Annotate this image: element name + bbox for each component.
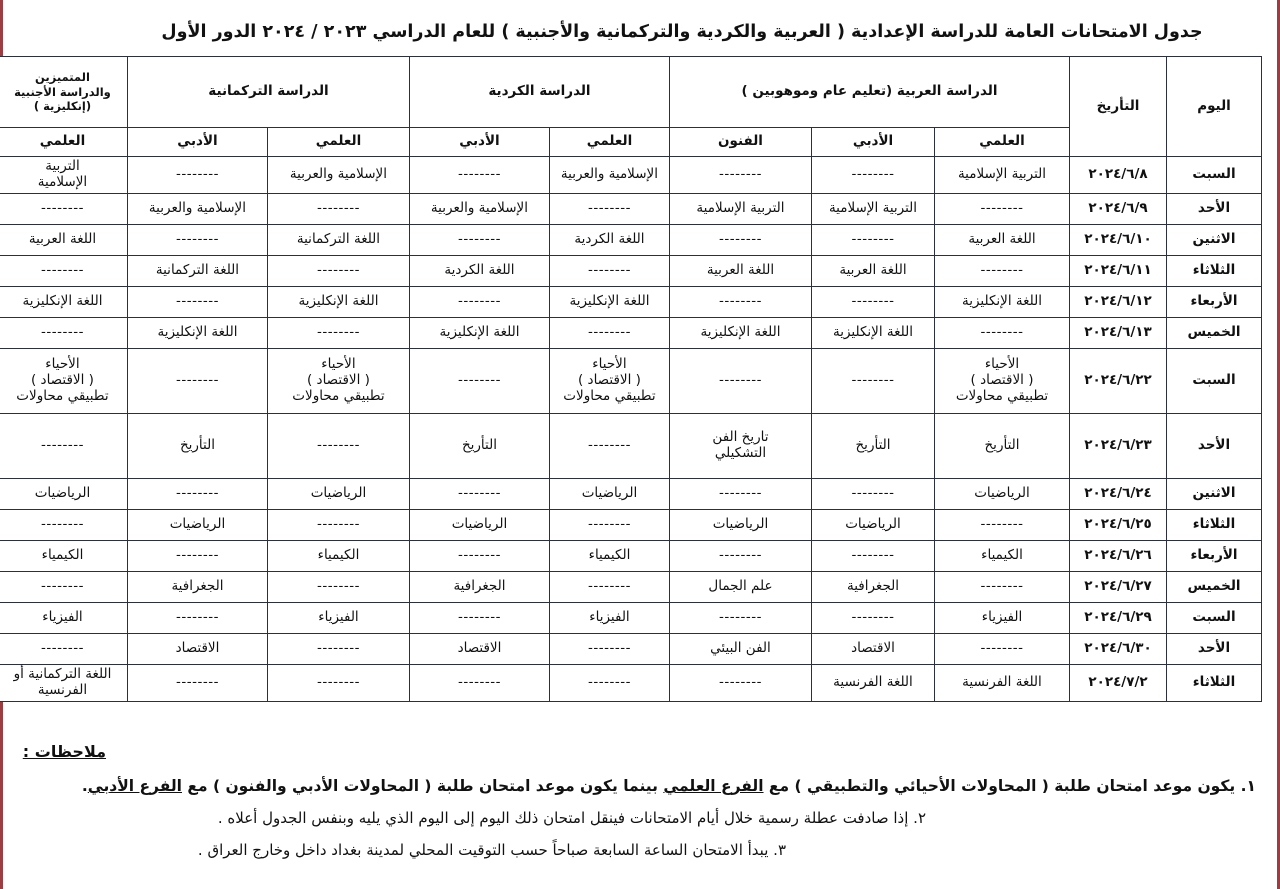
cell-turkmen-scientific: الإسلامية والعربية — [267, 157, 409, 194]
cell-turkmen-scientific: الكيمياء — [267, 540, 409, 571]
cell-kurdish-literary: التأريخ — [409, 413, 549, 478]
cell-arabic-scientific: الرياضيات — [935, 478, 1070, 509]
note-1-suffix: . — [81, 777, 88, 795]
cell-arabic-scientific-line-1: الأحياء — [984, 355, 1020, 372]
cell-kurdish-literary: الرياضيات — [409, 509, 549, 540]
day-name: الخميس — [1167, 317, 1262, 348]
cell-kurdish-scientific: اللغة الكردية — [549, 224, 669, 255]
note-1-middle: بينما يكون موعد امتحان طلبة ( المحاولات الأدبي والفنون ) مع — [182, 777, 664, 795]
cell-distinguished-scientific-line-2: الفرنسية — [37, 681, 88, 698]
cell-turkmen-literary: -------- — [127, 286, 267, 317]
note-2-number: ٢. — [913, 809, 926, 827]
header-turkmen-literary: الأدبي — [127, 128, 267, 157]
cell-kurdish-scientific: -------- — [549, 509, 669, 540]
cell-arabic-literary: الرياضيات — [812, 509, 935, 540]
exam-date: ٢٠٢٤/٦/١٣ — [1070, 317, 1167, 348]
cell-arabic-literary: التأريخ — [812, 413, 935, 478]
table-row — [0, 540, 1262, 571]
day-name: الأحد — [1167, 633, 1262, 664]
cell-turkmen-literary: اللغة الإنكليزية — [127, 317, 267, 348]
cell-arabic-literary: التربية الإسلامية — [812, 193, 935, 224]
cell-arabic-arts: التربية الإسلامية — [669, 193, 811, 224]
day-name: الخميس — [1167, 571, 1262, 602]
cell-arabic-scientific: -------- — [935, 571, 1070, 602]
cell-arabic-literary: -------- — [812, 602, 935, 633]
cell-distinguished-scientific-line-1: التربية — [45, 158, 80, 174]
cell-distinguished-scientific: -------- — [0, 509, 127, 540]
cell-arabic-literary: اللغة الفرنسية — [812, 664, 935, 701]
cell-arabic-arts: علم الجمال — [669, 571, 811, 602]
cell-kurdish-scientific: -------- — [549, 664, 669, 701]
cell-arabic-arts: -------- — [669, 664, 811, 701]
cell-arabic-arts: -------- — [669, 286, 811, 317]
cell-arabic-scientific: -------- — [935, 193, 1070, 224]
cell-kurdish-literary: -------- — [409, 286, 549, 317]
header-date: التأريخ — [1070, 57, 1167, 157]
table-row — [0, 157, 1262, 194]
table-row — [0, 413, 1262, 478]
table-row — [0, 317, 1262, 348]
cell-distinguished-scientific — [0, 157, 127, 194]
exam-date: ٢٠٢٤/٦/٢٣ — [1070, 413, 1167, 478]
table-body — [0, 157, 1262, 702]
cell-kurdish-literary: -------- — [409, 224, 549, 255]
cell-turkmen-literary: اللغة التركمانية — [127, 255, 267, 286]
day-name: الأربعاء — [1167, 540, 1262, 571]
table-row — [0, 571, 1262, 602]
day-name: الاثنين — [1167, 478, 1262, 509]
exam-schedule-table — [0, 56, 1262, 702]
cell-turkmen-scientific: -------- — [267, 413, 409, 478]
note-3-text: يبدأ الامتحان الساعة السابعة صباحاً حسب التوقيت المحلي لمدينة بغداد داخل وخارج العراق . — [197, 841, 769, 859]
cell-arabic-scientific-line-2: ( الاقتصاد ) — [970, 371, 1034, 388]
note-1-underline-2: الفرع الأدبي — [87, 777, 182, 795]
notes-title: ملاحظات : — [22, 742, 106, 761]
cell-turkmen-literary: -------- — [127, 224, 267, 255]
cell-distinguished-scientific-line-2: الإسلامية — [37, 173, 88, 190]
cell-distinguished-scientific: الكيمياء — [0, 540, 127, 571]
note-1-underline-1: الفرع العلمي — [663, 777, 764, 795]
cell-distinguished-scientific — [0, 348, 127, 413]
header-group-distinguished-line-3: (إنكليزية ) — [33, 99, 92, 114]
day-name: الاثنين — [1167, 224, 1262, 255]
exam-date: ٢٠٢٤/٦/١١ — [1070, 255, 1167, 286]
cell-arabic-scientific: التربية الإسلامية — [935, 157, 1070, 194]
cell-distinguished-scientific: -------- — [0, 317, 127, 348]
cell-distinguished-scientific: -------- — [0, 255, 127, 286]
cell-distinguished-scientific-line-1: الأحياء — [45, 355, 80, 372]
cell-kurdish-literary: -------- — [409, 664, 549, 701]
cell-distinguished-scientific: اللغة العربية — [0, 224, 127, 255]
header-arabic-arts: الفنون — [669, 128, 811, 157]
note-3-number: ٣. — [773, 841, 786, 859]
table-row — [0, 664, 1262, 701]
cell-kurdish-scientific: -------- — [549, 193, 669, 224]
cell-kurdish-scientific-line-1: الأحياء — [592, 355, 627, 372]
cell-turkmen-literary: -------- — [127, 664, 267, 701]
cell-arabic-scientific: التأريخ — [935, 413, 1070, 478]
cell-kurdish-scientific-line-3: تطبيقي محاولات — [563, 387, 656, 404]
exam-date: ٢٠٢٤/٦/٢٥ — [1070, 509, 1167, 540]
cell-arabic-arts: -------- — [669, 602, 811, 633]
cell-distinguished-scientific — [0, 664, 127, 701]
cell-turkmen-scientific: -------- — [267, 571, 409, 602]
cell-turkmen-literary: الاقتصاد — [127, 633, 267, 664]
day-name: السبت — [1167, 157, 1262, 194]
table-head — [0, 57, 1262, 157]
cell-turkmen-literary: -------- — [127, 540, 267, 571]
header-arabic-literary: الأدبي — [812, 128, 935, 157]
cell-turkmen-scientific-line-1: الأحياء — [321, 355, 356, 372]
note-1-number: ١. — [1240, 777, 1256, 795]
cell-turkmen-scientific: -------- — [267, 664, 409, 701]
cell-kurdish-literary: الاقتصاد — [409, 633, 549, 664]
cell-kurdish-literary: -------- — [409, 540, 549, 571]
cell-kurdish-literary: -------- — [409, 348, 549, 413]
cell-kurdish-scientific: -------- — [549, 633, 669, 664]
exam-date: ٢٠٢٤/٧/٢ — [1070, 664, 1167, 701]
cell-kurdish-literary: -------- — [409, 157, 549, 194]
header-group-distinguished-line-2: والدراسة الأجنبية — [14, 84, 111, 99]
cell-arabic-scientific: -------- — [935, 509, 1070, 540]
cell-kurdish-literary: الجغرافية — [409, 571, 549, 602]
cell-turkmen-scientific-line-2: ( الاقتصاد ) — [307, 371, 370, 388]
cell-kurdish-literary: -------- — [409, 602, 549, 633]
exam-date: ٢٠٢٤/٦/٢٩ — [1070, 602, 1167, 633]
cell-kurdish-scientific: الرياضيات — [549, 478, 669, 509]
cell-arabic-arts — [669, 413, 811, 478]
cell-kurdish-literary: اللغة الكردية — [409, 255, 549, 286]
cell-kurdish-scientific — [549, 348, 669, 413]
header-group-arabic: الدراسة العربية (تعليم عام وموهوبين ) — [669, 57, 1069, 128]
cell-distinguished-scientific: الفيزياء — [0, 602, 127, 633]
cell-turkmen-scientific-line-3: تطبيقي محاولات — [292, 387, 385, 404]
cell-turkmen-scientific: -------- — [267, 193, 409, 224]
cell-arabic-literary: -------- — [812, 540, 935, 571]
exam-date: ٢٠٢٤/٦/٢٤ — [1070, 478, 1167, 509]
cell-distinguished-scientific: الرياضيات — [0, 478, 127, 509]
cell-arabic-arts: -------- — [669, 478, 811, 509]
cell-turkmen-scientific — [267, 348, 409, 413]
cell-kurdish-scientific: -------- — [549, 317, 669, 348]
header-group-distinguished-line-1: المتميزين — [35, 70, 90, 85]
table-row — [0, 509, 1262, 540]
day-name: السبت — [1167, 602, 1262, 633]
cell-turkmen-scientific: -------- — [267, 255, 409, 286]
cell-arabic-scientific-line-3: تطبيقي محاولات — [955, 387, 1049, 404]
cell-arabic-arts: الفن البيئي — [669, 633, 811, 664]
table-row — [0, 633, 1262, 664]
header-group-turkmen: الدراسة التركمانية — [127, 57, 409, 128]
exam-date: ٢٠٢٤/٦/٢٦ — [1070, 540, 1167, 571]
cell-turkmen-literary: الجغرافية — [127, 571, 267, 602]
cell-kurdish-scientific: الكيمياء — [549, 540, 669, 571]
cell-distinguished-scientific: اللغة الإنكليزية — [0, 286, 127, 317]
cell-turkmen-literary: الرياضيات — [127, 509, 267, 540]
page-title: جدول الامتحانات العامة للدراسة الإعدادية ( العربية والكردية والتركمانية والأجنبية ) للعام الدراسي ٢٠٢٣ / ٢٠٢٤ الدور الأول — [161, 22, 1203, 42]
cell-turkmen-literary: -------- — [127, 157, 267, 194]
cell-turkmen-scientific: الرياضيات — [267, 478, 409, 509]
table-row — [0, 348, 1262, 413]
table-row — [0, 602, 1262, 633]
cell-kurdish-scientific-line-2: ( الاقتصاد ) — [578, 371, 641, 388]
cell-arabic-scientific: -------- — [935, 317, 1070, 348]
day-name: الثلاثاء — [1167, 255, 1262, 286]
cell-kurdish-scientific: -------- — [549, 571, 669, 602]
cell-arabic-literary: الاقتصاد — [812, 633, 935, 664]
day-name: الأحد — [1167, 413, 1262, 478]
cell-turkmen-scientific: اللغة التركمانية — [267, 224, 409, 255]
cell-arabic-arts-line-1: تاريخ الفن — [712, 428, 769, 445]
cell-arabic-arts: -------- — [669, 540, 811, 571]
header-arabic-scientific: العلمي — [935, 128, 1070, 157]
cell-arabic-literary: اللغة العربية — [812, 255, 935, 286]
cell-distinguished-scientific: -------- — [0, 633, 127, 664]
cell-turkmen-literary: -------- — [127, 602, 267, 633]
day-name: الأحد — [1167, 193, 1262, 224]
exam-date: ٢٠٢٤/٦/٢٧ — [1070, 571, 1167, 602]
table-row — [0, 255, 1262, 286]
cell-kurdish-scientific: الإسلامية والعربية — [549, 157, 669, 194]
header-kurdish-literary: الأدبي — [409, 128, 549, 157]
cell-arabic-scientific: -------- — [935, 633, 1070, 664]
cell-arabic-scientific: اللغة الفرنسية — [935, 664, 1070, 701]
note-item-2 — [24, 809, 1256, 827]
cell-arabic-literary: -------- — [812, 348, 935, 413]
day-name: السبت — [1167, 348, 1262, 413]
cell-kurdish-scientific: -------- — [549, 255, 669, 286]
cell-arabic-scientific: اللغة الإنكليزية — [935, 286, 1070, 317]
cell-arabic-arts: -------- — [669, 224, 811, 255]
cell-distinguished-scientific-line-1: اللغة التركمانية أو — [13, 665, 112, 682]
cell-kurdish-literary: -------- — [409, 478, 549, 509]
cell-arabic-arts: -------- — [669, 348, 811, 413]
header-kurdish-scientific: العلمي — [549, 128, 669, 157]
table-row — [0, 286, 1262, 317]
cell-arabic-scientific: الكيمياء — [935, 540, 1070, 571]
cell-arabic-scientific: اللغة العربية — [935, 224, 1070, 255]
cell-kurdish-scientific: اللغة الإنكليزية — [549, 286, 669, 317]
note-item-1 — [24, 777, 1256, 795]
header-turkmen-scientific: العلمي — [267, 128, 409, 157]
cell-distinguished-scientific-line-3: تطبيقي محاولات — [16, 387, 109, 404]
cell-turkmen-scientific: -------- — [267, 317, 409, 348]
exam-date: ٢٠٢٤/٦/٢٢ — [1070, 348, 1167, 413]
cell-kurdish-literary: الإسلامية والعربية — [409, 193, 549, 224]
cell-arabic-literary: -------- — [812, 157, 935, 194]
cell-arabic-arts-line-2: التشكيلي — [714, 444, 767, 461]
cell-arabic-literary: -------- — [812, 478, 935, 509]
cell-turkmen-literary: -------- — [127, 478, 267, 509]
header-group-kurdish: الدراسة الكردية — [409, 57, 669, 128]
table-row — [0, 224, 1262, 255]
cell-kurdish-literary: اللغة الإنكليزية — [409, 317, 549, 348]
cell-turkmen-literary: الإسلامية والعربية — [127, 193, 267, 224]
cell-arabic-arts: -------- — [669, 157, 811, 194]
note-item-3 — [24, 841, 1256, 859]
cell-turkmen-scientific: -------- — [267, 509, 409, 540]
cell-distinguished-scientific-line-2: ( الاقتصاد ) — [31, 371, 94, 388]
cell-arabic-scientific: الفيزياء — [935, 602, 1070, 633]
cell-arabic-literary: الجغرافية — [812, 571, 935, 602]
day-name: الأربعاء — [1167, 286, 1262, 317]
cell-arabic-arts: اللغة العربية — [669, 255, 811, 286]
table-group-header-row — [0, 57, 1262, 128]
cell-arabic-arts: اللغة الإنكليزية — [669, 317, 811, 348]
header-group-distinguished-foreign — [0, 57, 127, 128]
header-distinguished-scientific: العلمي — [0, 128, 127, 157]
cell-arabic-scientific: -------- — [935, 255, 1070, 286]
day-name: الثلاثاء — [1167, 509, 1262, 540]
cell-kurdish-scientific: -------- — [549, 413, 669, 478]
day-name: الثلاثاء — [1167, 664, 1262, 701]
note-2-text: إذا صادفت عطلة رسمية خلال أيام الامتحانات فينقل امتحان ذلك اليوم إلى اليوم الذي يليه وبنفس الجدول أعلاه . — [217, 809, 909, 827]
cell-turkmen-scientific: -------- — [267, 633, 409, 664]
cell-turkmen-literary: التأريخ — [127, 413, 267, 478]
cell-arabic-arts: الرياضيات — [669, 509, 811, 540]
exam-date: ٢٠٢٤/٦/٨ — [1070, 157, 1167, 194]
table-row — [0, 193, 1262, 224]
exam-date: ٢٠٢٤/٦/٩ — [1070, 193, 1167, 224]
cell-turkmen-literary: -------- — [127, 348, 267, 413]
notes-section — [24, 742, 1256, 873]
cell-arabic-literary: -------- — [812, 224, 935, 255]
exam-date: ٢٠٢٤/٦/٣٠ — [1070, 633, 1167, 664]
cell-distinguished-scientific: -------- — [0, 193, 127, 224]
header-day: اليوم — [1167, 57, 1262, 157]
cell-distinguished-scientific: -------- — [0, 571, 127, 602]
cell-arabic-scientific — [935, 348, 1070, 413]
note-1-prefix: يكون موعد امتحان طلبة ( المحاولات الأحيائي والتطبيقي ) مع — [763, 777, 1236, 795]
cell-turkmen-scientific: اللغة الإنكليزية — [267, 286, 409, 317]
exam-date: ٢٠٢٤/٦/١٠ — [1070, 224, 1167, 255]
cell-turkmen-scientific: الفيزياء — [267, 602, 409, 633]
cell-distinguished-scientific: -------- — [0, 413, 127, 478]
table-row — [0, 478, 1262, 509]
cell-arabic-literary: -------- — [812, 286, 935, 317]
cell-kurdish-scientific: الفيزياء — [549, 602, 669, 633]
cell-arabic-literary: اللغة الإنكليزية — [812, 317, 935, 348]
exam-date: ٢٠٢٤/٦/١٢ — [1070, 286, 1167, 317]
